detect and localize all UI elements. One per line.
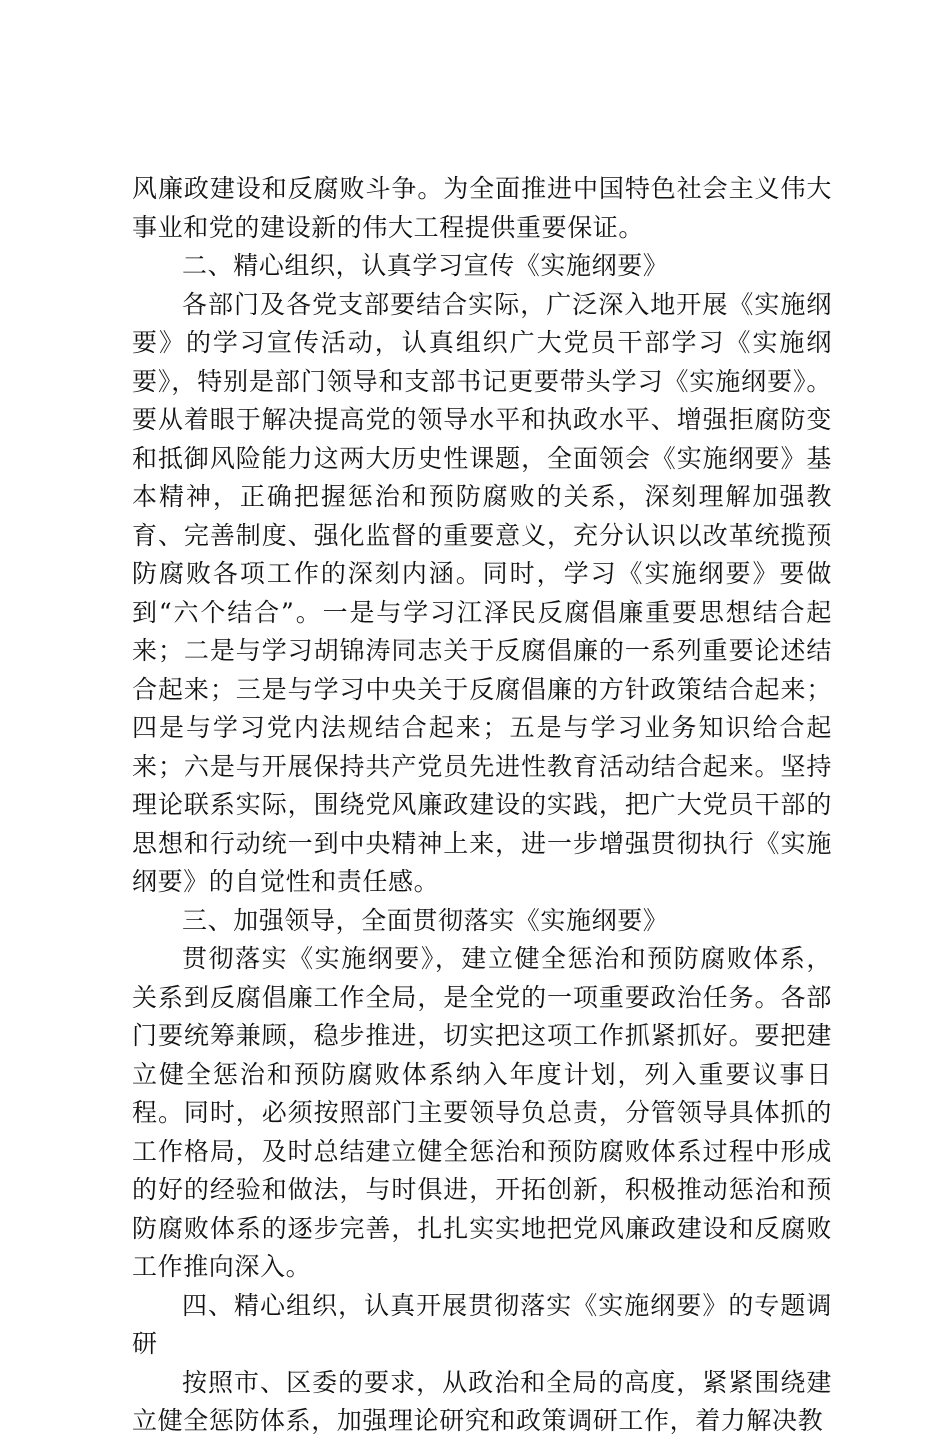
- section-heading-2: 二、精心组织，认真学习宣传《实施纲要》: [182, 251, 669, 280]
- paragraph-continued: 风廉政建设和反腐败斗争。为全面推进中国特色社会主义伟大事业和党的建设新的伟大工程提供重要保证。: [132, 174, 832, 242]
- paragraph-leadership: 贯彻落实《实施纲要》，建立健全惩治和预防腐败体系，关系到反腐倡廉工作全局，是全党的一项重要政治任务。各部门要统筹兼顾，稳步推进，切实把这项工作抓紧抓好。要把建立健全惩治和预防腐败体系纳入年度计划，列入重要议事日程。同时，必须按照部门主要领导负总责，分管领导具体抓的工作格局，及时总结建立健全惩治和预防腐败体系过程中形成的好的经验和做法，与时俱进，开拓创新，积极推动惩治和预防腐败体系的逐步完善，扎扎实实地把党风廉政建设和反腐败工作推向深入。: [132, 944, 832, 1281]
- section-heading-3: 三、加强领导，全面贯彻落实《实施纲要》: [182, 905, 669, 935]
- section-heading-4: 四、精心组织，认真开展贯彻落实《实施纲要》的专题调研: [132, 1290, 832, 1358]
- paragraph-study-publicity: 各部门及各党支部要结合实际，广泛深入地开展《实施纲要》的学习宣传活动，认真组织广大党员干部学习《实施纲要》，特别是部门领导和支部书记更要带头学习《实施纲要》。要从着眼于解决提高党的领导水平和执政水平、增强拒腐防变和抵御风险能力这两大历史性课题，全面领会《实施纲要》基本精神，正确把握惩治和预防腐败的关系，深刻理解加强教育、完善制度、强化监督的重要意义，充分认识以改革统揽预防腐败各项工作的深刻内涵。同时，学习《实施纲要》要做到“六个结合”。一是与学习江泽民反腐倡廉重要思想结合起来；二是与学习胡锦涛同志关于反腐倡廉的一系列重要论述结合起来；三是与学习中央关于反腐倡廉的方针政策结合起来；四是与学习党内法规结合起来；五是与学习业务知识给合起来；六是与开展保持共产党员先进性教育活动结合起来。坚持理论联系实际，围绕党风廉政建设的实践，把广大党员干部的思想和行动统一到中央精神上来，进一步增强贯彻执行《实施纲要》的自觉性和责任感。: [132, 289, 832, 896]
- paragraph-research: 按照市、区委的要求，从政治和全局的高度，紧紧围绕建立健全惩防体系，加强理论研究和政策调研工作，着力解决教: [132, 1367, 832, 1435]
- document-body: [132, 170, 832, 1441]
